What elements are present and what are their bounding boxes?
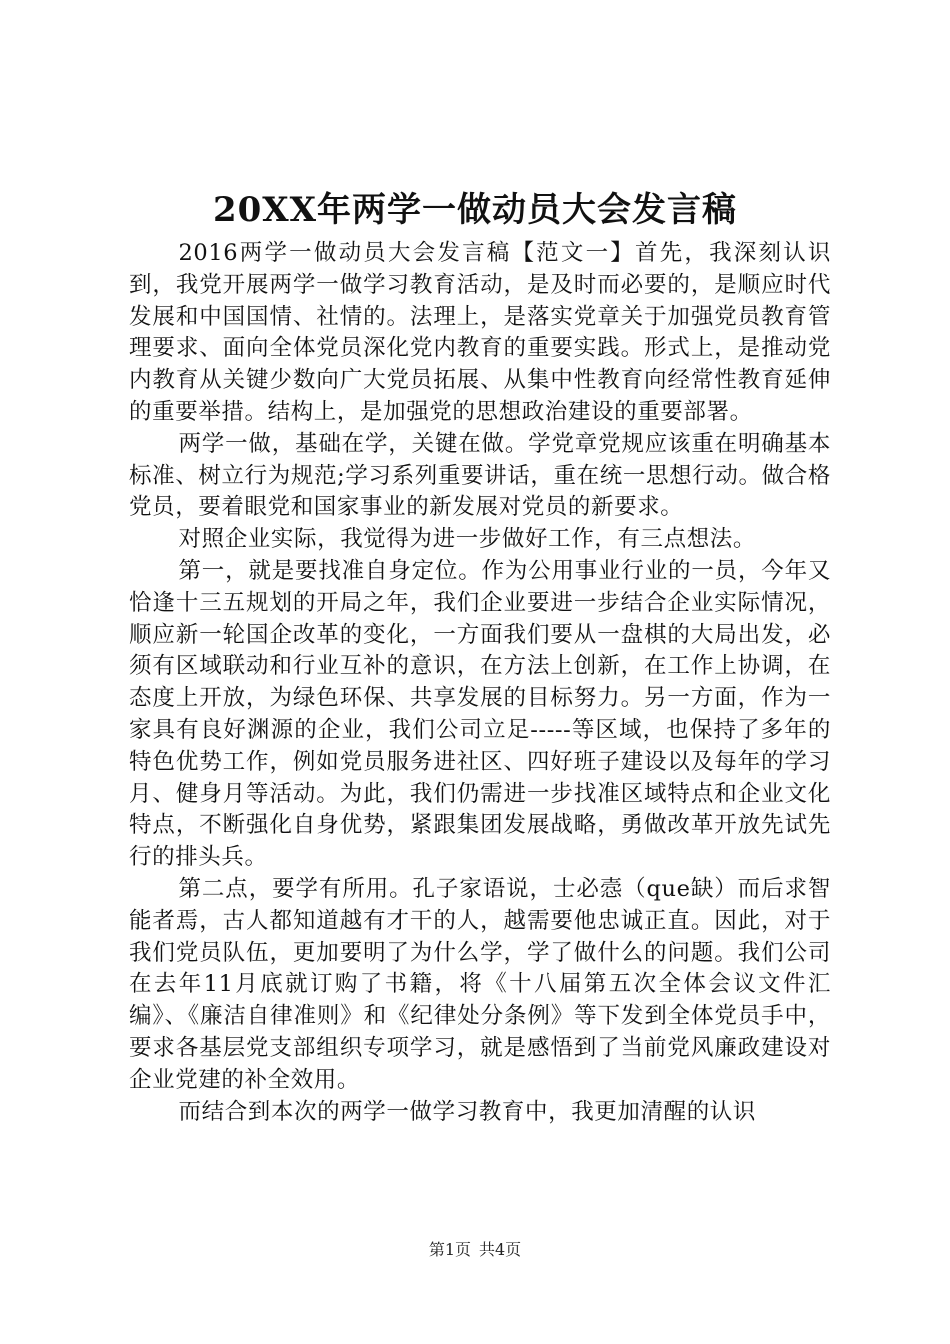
paragraph: 两学一做，基础在学，关键在做。学党章党规应该重在明确基本标准、树立行为规范;学习系列重要讲话，重在统一思想行动。做合格党员，要着眼党和国家事业的新发展对党员的新要求。: [129, 430, 831, 521]
page-total: 共4页: [479, 1240, 522, 1259]
paragraph: 第二点，要学有所用。孔子家语说，士必悫（que缺）而后求智能者焉，古人都知道越有才干的人，越需要他忠诚正直。因此，对于我们党员队伍，更加要明了为什么学，学了做什么的问题。我们公司在去年11月底就订购了书籍，将《十八届第五次全体会议文件汇编》、《廉洁自律准则》和《纪律处分条例》等下发到全体党员手中，要求各基层党支部组织专项学习，就是感悟到了当前党风廉政建设对企业党建的补全效用。: [129, 875, 831, 1093]
paragraph: 而结合到本次的两学一做学习教育中，我更加清醒的认识: [178, 1098, 757, 1125]
page-footer: [0, 1239, 950, 1261]
paragraph: 对照企业实际，我觉得为进一步做好工作，有三点想法。: [178, 526, 757, 553]
paragraph: 2016两学一做动员大会发言稿【范文一】首先，我深刻认识到，我党开展两学一做学习教育活动，是及时而必要的，是顺应时代发展和中国国情、社情的。法理上，是落实党章关于加强党员教育管理要求、面向全体党员深化党内教育的重要实践。形式上，是推动党内教育从关键少数向广大党员拓展、从集中性教育向经常性教育延伸的重要举措。结构上，是加强党的思想政治建设的重要部署。: [129, 240, 831, 425]
page-number: 第1页: [428, 1240, 471, 1259]
document-title: 20XX年两学一做动员大会发言稿: [212, 190, 738, 230]
document-body: [129, 238, 831, 1128]
paragraph: 第一，就是要找准自身定位。作为公用事业行业的一员，今年又恰逢十三五规划的开局之年，我们企业要进一步结合企业实际情况，顺应新一轮国企改革的变化，一方面我们要从一盘棋的大局出发，必须有区域联动和行业互补的意识，在方法上创新，在工作上协调，在态度上开放，为绿色环保、共享发展的目标努力。另一方面，作为一家具有良好渊源的企业，我们公司立足-----等区域，也保持了多年的特色优势工作，例如党员服务进社区、四好班子建设以及每年的学习月、健身月等活动。为此，我们仍需进一步找准区域特点和企业文化特点，不断强化自身优势，紧跟集团发展战略，勇做改革开放先试先行的排头兵。: [129, 557, 831, 871]
